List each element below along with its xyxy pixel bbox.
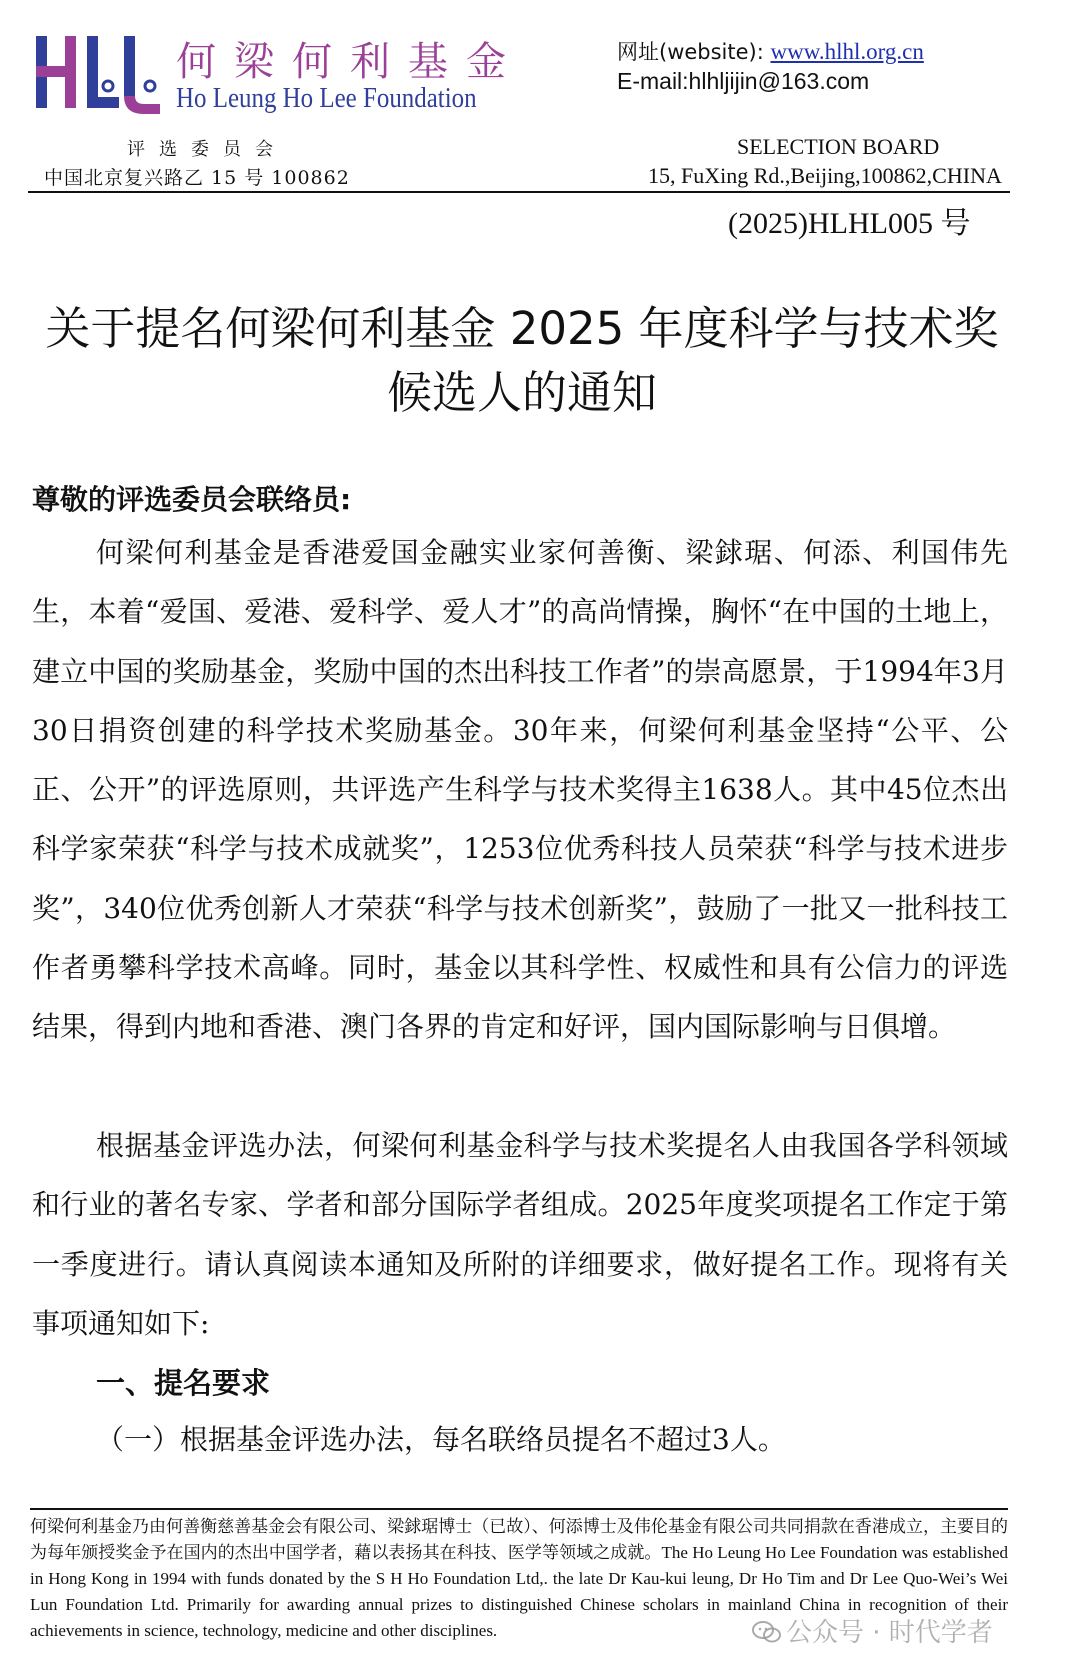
address-cn: 中国北京复兴路乙 15 号 100862 xyxy=(44,167,350,189)
foundation-logo xyxy=(34,34,162,116)
body-paragraph-1: 何梁何利基金是香港爱国金融实业家何善衡、梁銶琚、何添、利国伟先生，本着“爱国、爱港、爱科学、爱人才”的高尚情操，胸怀“在中国的土地上，建立中国的奖励基金，奖励中国的杰出科技工作者”的崇高愿景，于1994年3月30日捐资创建的科学技术奖励基金。30年来，何梁何利基金坚持“公平、公正、公开”的评选原则，共评选产生科学与技术奖得主1638人。其中45位杰出科学家荣获“科学与技术成就奖”，1253位优秀科技人员荣获“科学与技术进步奖”，340位优秀创新人才荣获“科学与技术创新奖”，鼓励了一批又一批科技工作者勇攀科学技术高峰。同时，基金以其科学性、权威性和具有公信力的评选结果，得到内地和香港、澳门各界的肯定和好评，国内国际影响与日俱增。 xyxy=(32,536,1008,1044)
nomination-requirement-item-1: （一）根据基金评选办法，每名联络员提名不超过3人。 xyxy=(96,1423,786,1456)
footer-note: 何梁何利基金乃由何善衡慈善基金会有限公司、梁銶琚博士（已故）、何添博士及伟伦基金有限公司共同捐款在香港成立，主要目的为每年颁授奖金予在国内的杰出中国学者，藉以表扬其在科技、医学等领域之成就。The Ho Leung Ho Lee Foundation was established in Hong Kong in 1994 with funds donated by the S H Ho Foundation Ltd,. the late Dr Kau-kui leung, Dr Ho Tim and Dr Lee Quo-Wei’s Wei Lun Foundation Ltd. Primarily for awarding annual prizes to distinguished Chinese scholars in mainland China in recognition of their achievements in science, technology, medicine and other disciplines. xyxy=(30,1517,1008,1640)
header-divider xyxy=(28,191,1010,193)
wechat-icon xyxy=(752,1620,782,1644)
watermark xyxy=(752,1612,993,1649)
website-label: 网址(website): xyxy=(617,40,771,64)
document-title-line-2: 候选人的通知 xyxy=(386,366,657,419)
org-name-cn: 何梁何利基金 xyxy=(176,39,524,85)
selection-board-en: SELECTION BOARD xyxy=(737,134,940,159)
watermark-text: 公众号 · 时代学者 xyxy=(786,1618,993,1648)
body-paragraph-2: 根据基金评选办法，何梁何利基金科学与技术奖提名人由我国各学科领域和行业的著名专家、学者和部分国际学者组成。2025年度奖项提名工作定于第一季度进行。请认真阅读本通知及所附的详细要求，做好提名工作。现将有关事项通知如下: xyxy=(32,1129,1008,1340)
org-name-en: Ho Leung Ho Lee Foundation xyxy=(176,82,477,114)
section-heading-nomination-requirements: 一、提名要求 xyxy=(96,1366,271,1400)
email-line: E-mail:hlhljijin@163.com xyxy=(617,68,870,94)
address-en: 15, FuXing Rd.,Beijing,100862,CHINA xyxy=(648,163,1002,188)
footer-divider xyxy=(30,1508,1008,1510)
website-link[interactable]: www.hlhl.org.cn xyxy=(770,39,924,64)
salutation: 尊敬的评选委员会联络员: xyxy=(32,483,352,516)
website-line xyxy=(617,36,924,66)
document-title-line-1: 关于提名何梁何利基金 2025 年度科学与技术奖 xyxy=(45,302,999,355)
selection-board-cn: 评选委员会 xyxy=(127,139,287,160)
document-number: (2025)HLHL005 号 xyxy=(728,207,971,240)
